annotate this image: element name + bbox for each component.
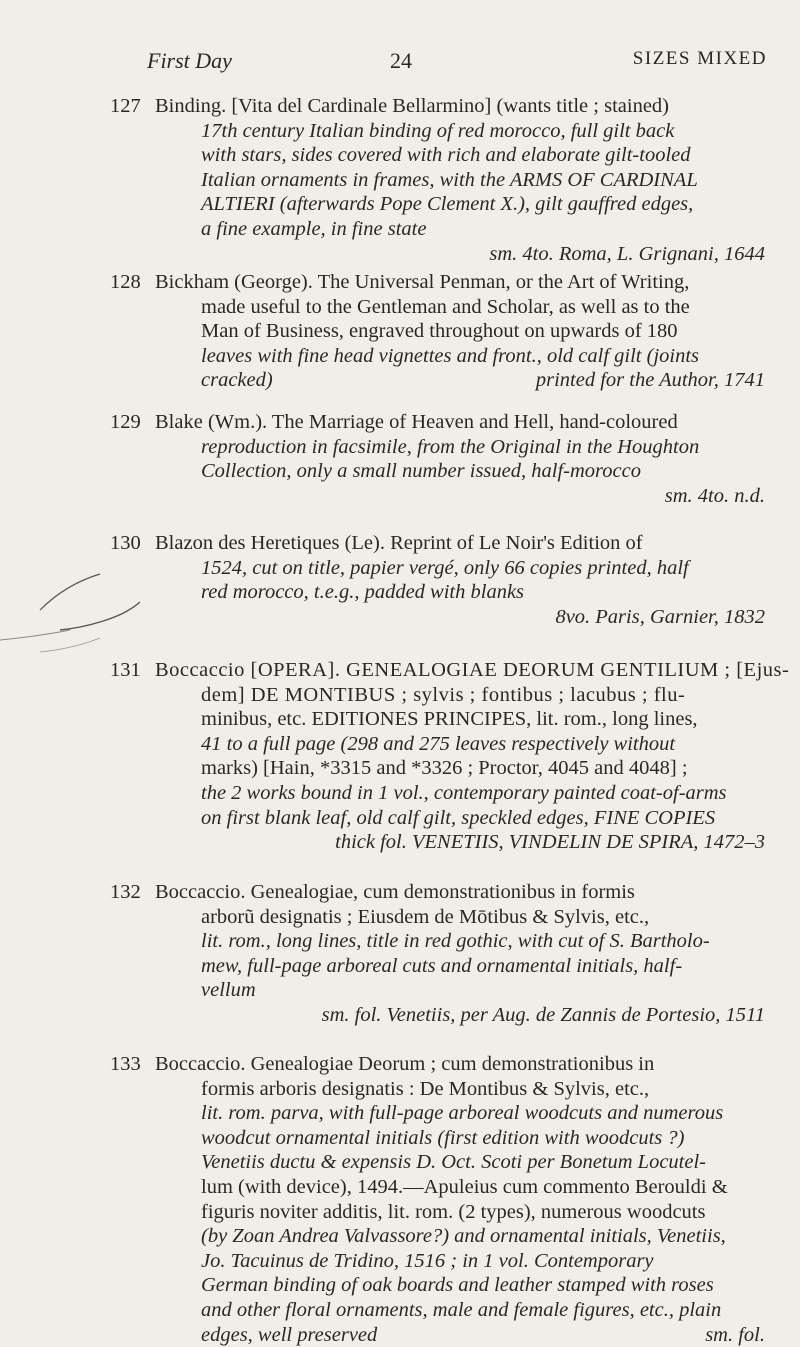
lot-line: ALTIERI (afterwards Pope Clement X.), gilt gauffred edges, [201, 193, 694, 216]
lot-line: formis arboris designatis : De Montibus & Sylvis, etc., [201, 1077, 650, 1100]
lot-entry [110, 880, 765, 1028]
lot-line: figuris noviter additis, lit. rom. (2 types), numerous woodcuts [201, 1200, 706, 1223]
lot-line: minibus, etc. EDITIONES PRINCIPES, lit. rom., long lines, [201, 708, 698, 731]
lot-line: Boccaccio. Genealogiae, cum demonstrationibus in formis [155, 881, 635, 903]
lot-line: Jo. Tacuinus de Tridino, 1516 ; in 1 vol. Contemporary [201, 1249, 654, 1272]
lot-line: Boccaccio [OPERA]. GENEALOGIAE DEORUM GENTILIUM ; [Ejus- [155, 659, 790, 681]
lot-imprint: sm. 4to. Roma, L. Grignani, 1644 [489, 242, 765, 265]
lot-number: 129 [110, 411, 141, 433]
lot-line: and other floral ornaments, male and female figures, etc., plain [201, 1298, 722, 1321]
lot-line: marks) [Hain, *3315 and *3326 ; Proctor, 4045 and 4048] ; [201, 757, 688, 780]
lot-line: German binding of oak boards and leather stamped with roses [201, 1274, 714, 1297]
lot-entry [110, 531, 765, 629]
lot-line: woodcut ornamental initials (first edition with woodcuts ?) [201, 1126, 685, 1149]
lot-imprint: 8vo. Paris, Garnier, 1832 [555, 605, 765, 628]
running-head [147, 48, 767, 78]
lot-line: on first blank leaf, old calf gilt, speckled edges, FINE COPIES [201, 806, 716, 829]
running-head-day: First Day [147, 48, 232, 73]
lot-line: Binding. [Vita del Cardinale Bellarmino] (wants title ; stained) [155, 95, 669, 117]
lot-imprint: sm. fol. [705, 1323, 765, 1346]
running-head-section: SIZES MIXED [632, 48, 767, 69]
lot-entry [110, 270, 765, 393]
lot-line: lit. rom., long lines, title in red gothic, with cut of S. Bartholo- [201, 930, 710, 953]
lot-line: Collection, only a small number issued, half-morocco [201, 460, 641, 483]
lot-line: Bickham (George). The Universal Penman, or the Art of Writing, [155, 271, 690, 293]
lot-line: 1524, cut on title, papier vergé, only 66 copies printed, half [201, 556, 689, 579]
lot-line: edges, well preserved [201, 1323, 378, 1346]
page-number: 24 [390, 48, 412, 73]
lot-line: 41 to a full page (298 and 275 leaves respectively without [201, 732, 676, 755]
lot-imprint: sm. fol. Venetiis, per Aug. de Zannis de Portesio, 1511 [321, 1003, 765, 1026]
lot-line: leaves with fine head vignettes and front., old calf gilt (joints [201, 344, 700, 367]
lot-line: mew, full-page arboreal cuts and ornamental initials, half- [201, 954, 683, 977]
lot-number: 132 [110, 881, 141, 903]
lot-imprint: thick fol. VENETIIS, VINDELIN DE SPIRA, 1472–3 [335, 831, 765, 854]
lot-line: dem] DE MONTIBUS ; sylvis ; fontibus ; lacubus ; flu- [201, 683, 686, 706]
lot-number: 133 [110, 1053, 141, 1075]
lot-line: lum (with device), 1494.—Apuleius cum commento Berouldi & [201, 1175, 728, 1198]
lot-line: the 2 works bound in 1 vol., contemporary painted coat-of-arms [201, 781, 727, 804]
lot-entry [110, 1052, 765, 1347]
lot-line: Venetiis ductu & expensis D. Oct. Scoti per Bonetum Locutel- [201, 1151, 706, 1174]
lot-line: arborũ designatis ; Eiusdem de Mōtibus & Sylvis, etc., [201, 905, 650, 928]
lot-line: cracked) [201, 369, 273, 392]
lot-line: Blazon des Heretiques (Le). Reprint of Le Noir's Edition of [155, 532, 643, 554]
lot-line: with stars, sides covered with rich and elaborate gilt-tooled [201, 144, 691, 167]
lot-line: red morocco, t.e.g., padded with blanks [201, 581, 525, 604]
lot-line: made useful to the Gentleman and Scholar, as well as to the [201, 295, 690, 318]
lot-line: reproduction in facsimile, from the Original in the Houghton [201, 435, 700, 458]
lot-number: 130 [110, 532, 141, 554]
pencil-margin-mark [0, 560, 160, 670]
lot-line: Blake (Wm.). The Marriage of Heaven and Hell, hand-coloured [155, 411, 678, 433]
lot-imprint: printed for the Author, 1741 [535, 369, 765, 392]
lot-line: lit. rom. parva, with full-page arboreal woodcuts and numerous [201, 1102, 724, 1125]
lot-line: (by Zoan Andrea Valvassore?) and ornamental initials, Venetiis, [201, 1225, 726, 1248]
lot-line: 17th century Italian binding of red morocco, full gilt back [201, 119, 675, 142]
lot-line: Man of Business, engraved throughout on upwards of 180 [201, 320, 678, 343]
lot-number: 128 [110, 271, 141, 293]
lot-line: Boccaccio. Genealogiae Deorum ; cum demonstrationibus in [155, 1053, 655, 1075]
lot-number: 131 [110, 659, 141, 681]
lot-entry [110, 658, 790, 855]
lot-line: vellum [201, 979, 256, 1002]
lot-line: a fine example, in fine state [201, 217, 427, 240]
lot-entry [110, 410, 765, 508]
lot-imprint: sm. 4to. n.d. [664, 484, 765, 507]
lot-entry [110, 94, 765, 266]
lot-line: Italian ornaments in frames, with the ARMS OF CARDINAL [201, 168, 698, 191]
lot-number: 127 [110, 95, 141, 117]
